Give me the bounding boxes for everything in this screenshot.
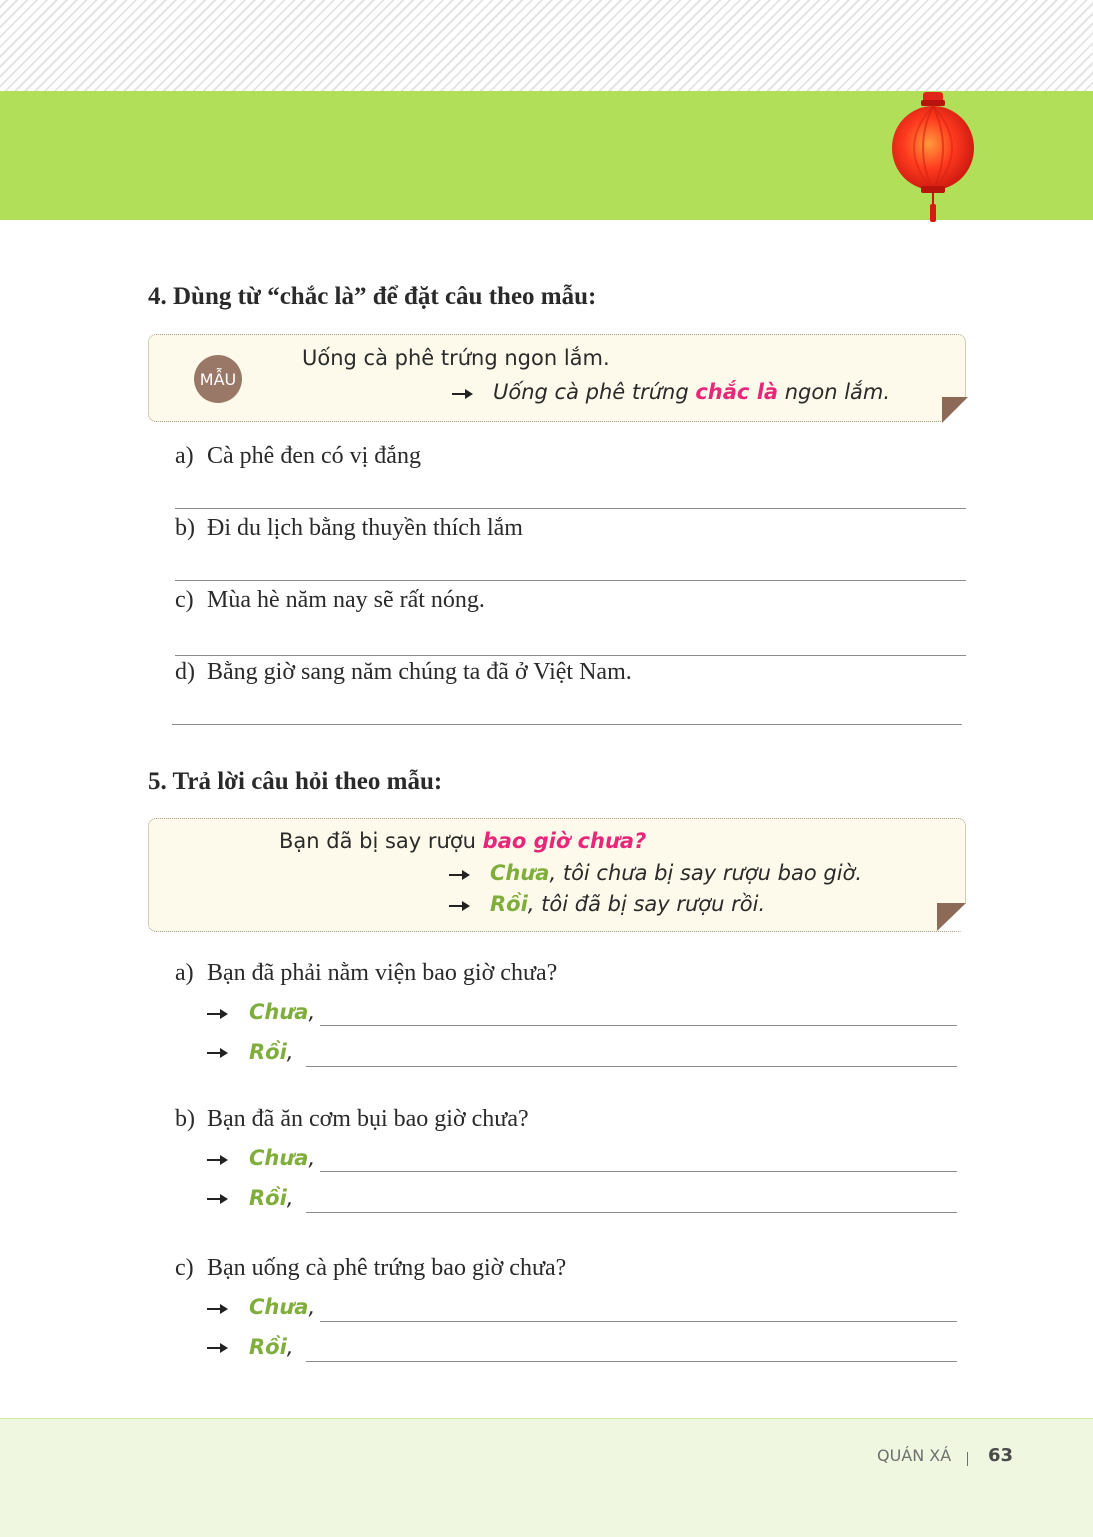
exercise-4-title: 4. Dùng từ “chắc là” để đặt câu theo mẫu: bbox=[148, 283, 597, 310]
answer-line-5c-no[interactable] bbox=[320, 1321, 957, 1322]
page-footer bbox=[0, 1418, 1093, 1537]
exercise-5-item-b: b) Bạn đã ăn cơm bụi bao giờ chưa? bbox=[175, 1106, 529, 1132]
page-number: 63 bbox=[988, 1445, 1014, 1466]
prompt-yes: Rồi, bbox=[249, 1040, 294, 1064]
prompt-yes: Rồi, bbox=[249, 1335, 294, 1359]
sample-sentence: Uống cà phê trứng ngon lắm. bbox=[302, 346, 610, 370]
arrow-right-icon bbox=[207, 1343, 229, 1353]
arrow-right-icon bbox=[207, 1048, 229, 1058]
answer-line-5b-no[interactable] bbox=[320, 1171, 957, 1172]
exercise-4-item-c: c) Mùa hè năm nay sẽ rất nóng. bbox=[175, 587, 485, 613]
sample-badge: MẪU bbox=[194, 355, 242, 403]
arrow-right-icon bbox=[449, 870, 471, 880]
prompt-no: Chưa, bbox=[249, 1146, 316, 1170]
exercise-4-item-a: a) Cà phê đen có vị đắng bbox=[175, 443, 421, 469]
sample-answer-yes: Rồi, tôi đã bị say rượu rồi. bbox=[490, 892, 766, 916]
exercise-5-item-c: c) Bạn uống cà phê trứng bao giờ chưa? bbox=[175, 1255, 567, 1281]
answer-line-4c[interactable] bbox=[175, 655, 966, 656]
answer-line-4d[interactable] bbox=[172, 724, 962, 725]
exercise-5-item-a: a) Bạn đã phải nằm viện bao giờ chưa? bbox=[175, 960, 558, 986]
exercise-4-item-d: d) Bằng giờ sang năm chúng ta đã ở Việt Nam. bbox=[175, 659, 632, 685]
arrow-right-icon bbox=[207, 1194, 229, 1204]
exercise-4-item-b: b) Đi du lịch bằng thuyền thích lắm bbox=[175, 515, 523, 541]
footer-divider bbox=[967, 1452, 968, 1466]
arrow-right-icon bbox=[207, 1155, 229, 1165]
answer-line-5c-yes[interactable] bbox=[306, 1361, 957, 1362]
prompt-yes: Rồi, bbox=[249, 1186, 294, 1210]
answer-line-5a-yes[interactable] bbox=[306, 1066, 957, 1067]
sample-answer-no: Chưa, tôi chưa bị say rượu bao giờ. bbox=[490, 861, 863, 885]
answer-line-5a-no[interactable] bbox=[320, 1025, 957, 1026]
red-lantern-icon bbox=[885, 88, 981, 228]
arrow-right-icon bbox=[452, 389, 474, 399]
arrow-right-icon bbox=[449, 901, 471, 911]
sample-result: Uống cà phê trứng chắc là ngon lắm. bbox=[493, 380, 891, 404]
arrow-right-icon bbox=[207, 1009, 229, 1019]
page-curl-icon bbox=[942, 397, 968, 423]
book-title: QUÁN XÁ bbox=[877, 1446, 952, 1465]
answer-line-4a[interactable] bbox=[175, 508, 966, 509]
answer-line-4b[interactable] bbox=[175, 580, 966, 581]
sample-question: Bạn đã bị say rượu bao giờ chưa? bbox=[279, 829, 647, 853]
answer-line-5b-yes[interactable] bbox=[306, 1212, 957, 1213]
page-curl-icon bbox=[937, 903, 966, 931]
header-stripe-pattern bbox=[0, 0, 1093, 91]
keyword-highlight: bao giờ chưa? bbox=[482, 829, 647, 853]
exercise-5-title: 5. Trả lời câu hỏi theo mẫu: bbox=[148, 768, 443, 795]
arrow-right-icon bbox=[207, 1304, 229, 1314]
prompt-no: Chưa, bbox=[249, 1000, 316, 1024]
prompt-no: Chưa, bbox=[249, 1295, 316, 1319]
keyword-highlight: chắc là bbox=[695, 380, 779, 404]
